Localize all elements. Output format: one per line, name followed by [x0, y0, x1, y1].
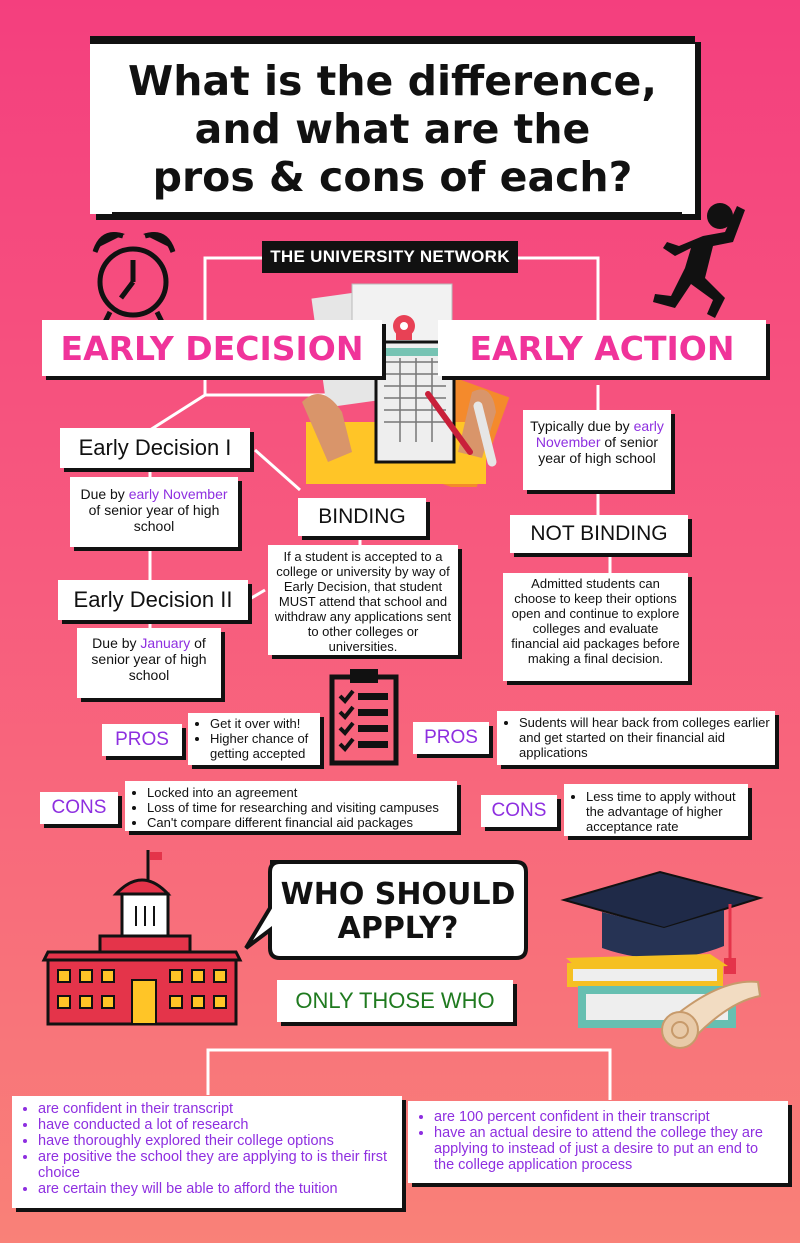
ed-cons-tag: CONS — [40, 792, 118, 824]
who-should-apply-heading: WHO SHOULD APPLY? — [280, 877, 516, 946]
list-item: • have thoroughly explored their college options — [38, 1133, 396, 1149]
list-item: • Locked into an agreement — [147, 785, 453, 800]
title-underline — [112, 212, 682, 220]
clipboard-checklist-icon — [328, 667, 400, 767]
ed2-due-text: Due by January of senior year of high school — [77, 628, 221, 698]
binding-label: BINDING — [298, 498, 426, 536]
list-item: • are confident in their transcript — [38, 1101, 396, 1117]
not-binding-text: Admitted students can choose to keep their options open and continue to explore colleges and evaluate financial aid packages before making a final decision. — [503, 573, 688, 681]
list-item: • Can't compare different financial aid packages — [147, 815, 453, 830]
list-item: • are 100 percent confident in their transcript — [434, 1109, 782, 1125]
binding-text: If a student is accepted to a college or university by way of Early Decision, that student MUST attend that school and withdraw any applications sent to other colleges or universities. — [268, 545, 458, 655]
title-line-2: and what are the — [194, 105, 591, 153]
early-decision-label: EARLY DECISION — [42, 320, 382, 376]
ed-pros-list — [188, 713, 320, 765]
list-item: • are positive the school they are applying to is their first choice — [38, 1149, 396, 1181]
ea-due-highlight: early November — [535, 418, 664, 450]
title-line-3: pros & cons of each? — [152, 153, 633, 201]
list-item: • Get it over with! — [210, 716, 316, 731]
ea-who-list — [408, 1101, 788, 1183]
ed-pros-tag: PROS — [102, 724, 182, 756]
brand-label: THE UNIVERSITY NETWORK — [262, 241, 518, 273]
early-action-label: EARLY ACTION — [438, 320, 766, 376]
list-item: • Sudents will hear back from colleges earlier and get started on their financial aid applications — [519, 715, 771, 760]
ed2-heading: Early Decision II — [58, 580, 248, 620]
list-item: • Higher chance of getting accepted — [210, 731, 316, 761]
ed2-due-highlight: January — [140, 635, 191, 651]
only-those-who-label: ONLY THOSE WHO — [277, 980, 513, 1022]
alarm-clock-icon — [85, 222, 185, 327]
ed-who-list — [12, 1096, 402, 1208]
ed1-due-highlight: early November — [128, 486, 228, 502]
page-title — [90, 36, 695, 214]
list-item: • have an actual desire to attend the college they are applying to instead of just a desire to put an end to the college application process — [434, 1125, 782, 1173]
ea-pros-list — [497, 711, 775, 765]
graduation-books-icon — [560, 870, 765, 1050]
list-item: • Less time to apply without the advantage of higher acceptance rate — [586, 789, 744, 834]
list-item: • are certain they will be able to afford the tuition — [38, 1181, 396, 1197]
ea-due-text: Typically due by early November of senior year of high school — [523, 410, 671, 490]
not-binding-label: NOT BINDING — [510, 515, 688, 553]
ea-cons-list — [564, 784, 748, 836]
ea-pros-tag: PROS — [413, 722, 489, 754]
university-building-icon — [40, 848, 245, 1028]
ed1-heading: Early Decision I — [60, 428, 250, 468]
title-line-1: What is the difference, — [128, 57, 657, 105]
list-item: • Loss of time for researching and visiting campuses — [147, 800, 453, 815]
ea-cons-tag: CONS — [481, 795, 557, 827]
ed-cons-list — [125, 781, 457, 831]
running-person-icon — [645, 198, 750, 323]
list-item: • have conducted a lot of research — [38, 1117, 396, 1133]
application-form-icon — [292, 282, 512, 487]
ed1-due-text: Due by early November of senior year of high school — [70, 477, 238, 547]
